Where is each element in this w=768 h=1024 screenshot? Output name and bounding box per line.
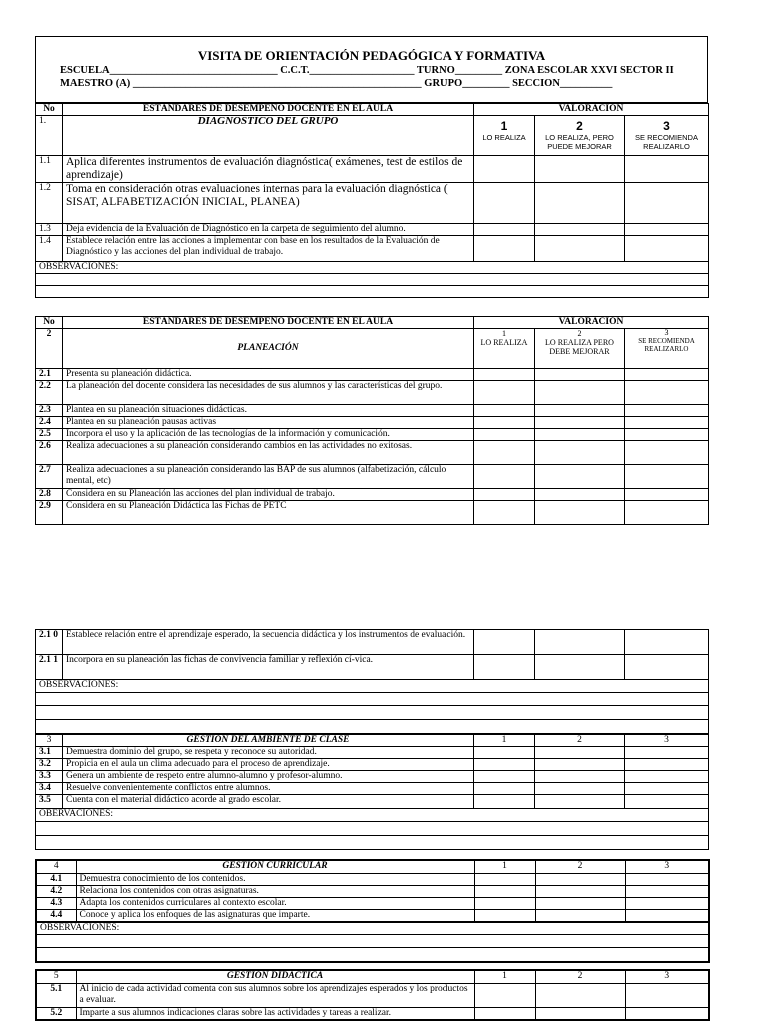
item-number: 4.1 <box>36 873 76 885</box>
item-text: Imparte a sus alumnos indicaciones claras sobre las actividades y tareas a realizar. <box>76 1007 474 1020</box>
rating-cell[interactable] <box>535 236 625 262</box>
rating-cell[interactable] <box>474 770 535 782</box>
table-row <box>36 1007 709 1020</box>
item-number: 5.1 <box>36 983 76 1007</box>
observations-label: OBSERVACIONES: <box>36 922 709 935</box>
col-no-header: No <box>36 104 63 116</box>
item-number: 2.5 <box>36 429 63 441</box>
rating-cell[interactable] <box>474 746 535 758</box>
item-number: 3.2 <box>36 758 63 770</box>
item-number: 2.2 <box>36 381 63 405</box>
table-row <box>36 405 709 417</box>
rating-cell[interactable] <box>535 983 625 1007</box>
item-text: Propicia en el aula un clima adecuado para el proceso de aprendizaje. <box>63 758 474 770</box>
section-2-table <box>35 316 709 525</box>
col-standards-header: ESTÁNDARES DE DESEMPEÑO DOCENTE EN EL AULA <box>63 104 474 116</box>
rating-cell[interactable] <box>535 746 625 758</box>
item-text: Al inicio de cada actividad comenta con sus alumnos sobre los aprendizajes esperados y los productos a evaluar. <box>76 983 474 1007</box>
observations-field[interactable] <box>36 821 709 835</box>
table-row <box>36 758 709 770</box>
table-row <box>36 794 709 808</box>
rating-cell[interactable] <box>474 381 535 405</box>
rating-cell[interactable] <box>474 417 535 429</box>
col-valoracion-header: VALORACIÓN <box>474 317 709 329</box>
rating-col-1: 1 LO REALIZA <box>474 329 535 369</box>
item-number: 3.4 <box>36 782 63 794</box>
observations-label: OBSERVACIONES: <box>36 262 709 274</box>
rating-cell[interactable] <box>474 758 535 770</box>
section-title: GESTIÓN DEL AMBIENTE DE CLASE <box>63 734 474 747</box>
rating-cell[interactable] <box>474 655 535 680</box>
rating-cell[interactable] <box>474 236 535 262</box>
item-number: 4.3 <box>36 897 76 909</box>
table-row <box>36 224 709 236</box>
item-text: Incorpora en su planeación las fichas de convivencia familiar y reflexión cí-vica. <box>63 655 474 680</box>
rating-cell[interactable] <box>625 156 709 183</box>
item-text: Considera en su Planeación Didáctica las Fichas de PETC <box>63 501 474 525</box>
col-no-header: No <box>36 317 63 329</box>
rating-cell[interactable] <box>474 369 535 381</box>
item-text: Establece relación entre el aprendizaje esperado, la secuencia didáctica y los instrumentos de evaluación. <box>63 630 474 655</box>
section-4-table <box>35 859 710 963</box>
item-text: Presenta su planeación didáctica. <box>63 369 474 381</box>
rating-cell[interactable] <box>625 746 709 758</box>
item-number: 2.3 <box>36 405 63 417</box>
observations-field[interactable] <box>36 274 709 286</box>
rating-cell[interactable] <box>625 405 709 417</box>
item-text: Considera en su Planeación las acciones del plan individual de trabajo. <box>63 489 474 501</box>
item-text: Conoce y aplica los enfoques de las asignaturas que imparte. <box>76 909 474 922</box>
table-row <box>36 236 709 262</box>
rating-cell[interactable] <box>474 873 535 885</box>
table-row <box>36 489 709 501</box>
observations-label: OBERVACIONES: <box>36 808 709 821</box>
page-title: VISITA DE ORIENTACIÓN PEDAGÓGICA Y FORMATIVA <box>197 48 546 63</box>
rating-cell[interactable] <box>625 758 709 770</box>
rating-cell[interactable] <box>625 236 709 262</box>
item-number: 2.9 <box>36 501 63 525</box>
rating-cell[interactable] <box>535 758 625 770</box>
header-teacher-line: MAESTRO (A) _______________________________________________________ GRUPO_________ SECCION__________ <box>60 78 613 89</box>
rating-cell[interactable] <box>625 183 709 224</box>
item-number: 5.2 <box>36 1007 76 1020</box>
rating-cell[interactable] <box>535 417 625 429</box>
item-text: Resuelve convenientemente conflictos entre alumnos. <box>63 782 474 794</box>
rating-cell[interactable] <box>625 381 709 405</box>
rating-cell[interactable] <box>535 1007 625 1020</box>
item-text: Realiza adecuaciones a su planeación considerando cambios en las actividades no exitosas. <box>63 441 474 465</box>
rating-cell[interactable] <box>625 794 709 808</box>
col-valoracion-header: VALORACIÓN <box>474 104 709 116</box>
item-number: 2.1 <box>36 369 63 381</box>
rating-cell[interactable] <box>474 465 535 489</box>
rating-cell[interactable] <box>625 782 709 794</box>
table-row <box>36 770 709 782</box>
item-text: Cuenta con el material didáctico acorde al grado escolar. <box>63 794 474 808</box>
rating-cell[interactable] <box>535 630 625 655</box>
rating-cell[interactable] <box>474 885 535 897</box>
rating-cell[interactable] <box>625 1007 709 1020</box>
table-row <box>36 441 709 465</box>
item-number: 2.1 1 <box>36 655 63 680</box>
item-text: Deja evidencia de la Evaluación de Diagnóstico en la carpeta de seguimiento del alumno. <box>63 224 474 236</box>
header-school-line: ESCUELA________________________________ C.C.T.____________________ TURNO_________ ZONA ESCOLAR XXVI SECTOR II <box>60 65 674 76</box>
rating-col-2: 2 <box>535 970 625 983</box>
rating-cell[interactable] <box>625 417 709 429</box>
item-text: Realiza adecuaciones a su planeación considerando las BAP de sus alumnos (alfabetización, cálculo mental, etc) <box>63 465 474 489</box>
item-text: Demuestra conocimiento de los contenidos. <box>76 873 474 885</box>
rating-cell[interactable] <box>535 770 625 782</box>
rating-col-2: 2 LO REALIZA PERO DEBE MEJORAR <box>535 329 625 369</box>
table-row <box>36 630 709 655</box>
rating-col-2: 2 LO REALIZA, PERO PUEDE MEJORAR <box>535 116 625 156</box>
rating-cell[interactable] <box>535 897 625 909</box>
observations-field[interactable] <box>36 948 709 962</box>
table-row <box>36 156 709 183</box>
rating-cell[interactable] <box>535 873 625 885</box>
observations-field[interactable] <box>36 693 709 706</box>
header-box <box>35 36 708 103</box>
section-title: PLANEACIÓN <box>63 329 474 369</box>
item-text: Establece relación entre las acciones a implementar con base en los resultados de la Evaluación de Diagnóstico y las acciones del plan individual de trabajo. <box>63 236 474 262</box>
rating-cell[interactable] <box>535 501 625 525</box>
rating-col-3: 3 SE RECOMIENDA REALIZARLO <box>625 116 709 156</box>
rating-cell[interactable] <box>625 369 709 381</box>
rating-cell[interactable] <box>474 782 535 794</box>
rating-cell[interactable] <box>535 465 625 489</box>
table-row <box>36 909 709 922</box>
rating-cell[interactable] <box>535 369 625 381</box>
item-text: La planeación del docente considera las necesidades de sus alumnos y las características del grupo. <box>63 381 474 405</box>
table-row <box>36 655 709 680</box>
section-number: 3 <box>36 734 63 747</box>
rating-cell[interactable] <box>625 429 709 441</box>
rating-cell[interactable] <box>625 630 709 655</box>
table-row <box>36 897 709 909</box>
col-standards-header: ESTÁNDARES DE DESEMPEÑO DOCENTE EN EL AULA <box>63 317 474 329</box>
section-number: 5 <box>36 970 76 983</box>
rating-cell[interactable] <box>625 770 709 782</box>
rating-cell[interactable] <box>625 465 709 489</box>
rating-col-2: 2 <box>535 860 625 873</box>
section-number: 2 <box>36 329 63 369</box>
rating-cell[interactable] <box>625 885 709 897</box>
rating-col-1: 1 LO REALIZA <box>474 116 535 156</box>
table-row <box>36 873 709 885</box>
rating-cell[interactable] <box>535 794 625 808</box>
item-text: Plantea en su planeación situaciones didácticas. <box>63 405 474 417</box>
rating-cell[interactable] <box>474 630 535 655</box>
rating-cell[interactable] <box>474 909 535 922</box>
item-text: Plantea en su planeación pausas activas <box>63 417 474 429</box>
section-5-table <box>35 969 710 1021</box>
rating-col-1: 1 <box>474 970 535 983</box>
rating-cell[interactable] <box>474 224 535 236</box>
item-text: Incorpora el uso y la aplicación de las tecnologías de la información y comunicación. <box>63 429 474 441</box>
rating-cell[interactable] <box>474 489 535 501</box>
rating-cell[interactable] <box>474 405 535 417</box>
item-number: 3.5 <box>36 794 63 808</box>
rating-cell[interactable] <box>474 983 535 1007</box>
rating-col-2: 2 <box>535 734 625 747</box>
table-row <box>36 501 709 525</box>
rating-col-3: 3 <box>625 970 709 983</box>
observations-label: OBSERVACIONES: <box>36 680 709 693</box>
rating-cell[interactable] <box>474 429 535 441</box>
rating-cell[interactable] <box>474 441 535 465</box>
section-1-table <box>35 103 709 298</box>
rating-cell[interactable] <box>535 885 625 897</box>
item-text: Relaciona los contenidos con otras asignaturas. <box>76 885 474 897</box>
rating-cell[interactable] <box>625 909 709 922</box>
table-row <box>36 429 709 441</box>
item-number: 2.7 <box>36 465 63 489</box>
item-number: 1.1 <box>36 156 63 183</box>
rating-cell[interactable] <box>535 441 625 465</box>
table-row <box>36 381 709 405</box>
rating-cell[interactable] <box>535 183 625 224</box>
item-number: 2.6 <box>36 441 63 465</box>
item-text: Toma en consideración otras evaluaciones internas para la evaluación diagnóstica ( SISAT, ALFABETIZACIÓN INICIAL, PLANEA) <box>63 183 474 224</box>
rating-cell[interactable] <box>625 501 709 525</box>
item-number: 4.2 <box>36 885 76 897</box>
rating-cell[interactable] <box>535 782 625 794</box>
table-row <box>36 417 709 429</box>
item-number: 3.3 <box>36 770 63 782</box>
item-text: Genera un ambiente de respeto entre alumno-alumno y profesor-alumno. <box>63 770 474 782</box>
section-title: GESTIÓN DIDÁCTICA <box>76 970 474 983</box>
rating-cell[interactable] <box>535 381 625 405</box>
rating-cell[interactable] <box>474 1007 535 1020</box>
item-number: 1.2 <box>36 183 63 224</box>
item-number: 4.4 <box>36 909 76 922</box>
item-number: 1.4 <box>36 236 63 262</box>
item-text: Adapta los contenidos curriculares al contexto escolar. <box>76 897 474 909</box>
rating-cell[interactable] <box>625 873 709 885</box>
item-number: 2.8 <box>36 489 63 501</box>
item-number: 2.4 <box>36 417 63 429</box>
rating-cell[interactable] <box>625 441 709 465</box>
section-number: 4 <box>36 860 76 873</box>
rating-cell[interactable] <box>535 429 625 441</box>
rating-cell[interactable] <box>474 794 535 808</box>
rating-col-1: 1 <box>474 860 535 873</box>
rating-cell[interactable] <box>474 897 535 909</box>
item-number: 1.3 <box>36 224 63 236</box>
section-title: DIAGNOSTICO DEL GRUPO <box>63 116 474 156</box>
rating-col-1: 1 <box>474 734 535 747</box>
section-number: 1. <box>36 116 63 156</box>
table-row <box>36 465 709 489</box>
rating-cell[interactable] <box>535 224 625 236</box>
rating-col-3: 3 <box>625 860 709 873</box>
table-row <box>36 746 709 758</box>
rating-cell[interactable] <box>625 983 709 1007</box>
item-text: Demuestra dominio del grupo, se respeta y reconoce su autoridad. <box>63 746 474 758</box>
item-number: 3.1 <box>36 746 63 758</box>
table-row <box>36 183 709 224</box>
item-number: 2.1 0 <box>36 630 63 655</box>
table-row <box>36 369 709 381</box>
observations-field[interactable] <box>36 935 709 948</box>
rating-cell[interactable] <box>474 183 535 224</box>
observations-field[interactable] <box>36 720 709 734</box>
rating-cell[interactable] <box>535 489 625 501</box>
rating-cell[interactable] <box>474 156 535 183</box>
rating-cell[interactable] <box>535 156 625 183</box>
rating-cell[interactable] <box>535 909 625 922</box>
table-row <box>36 885 709 897</box>
rating-col-3: 3 SE RECOMIENDA REALIZARLO <box>625 329 709 369</box>
section-title: GESTIÓN CURRICULAR <box>76 860 474 873</box>
rating-cell[interactable] <box>625 489 709 501</box>
rating-cell[interactable] <box>625 897 709 909</box>
table-row <box>36 782 709 794</box>
rating-cell[interactable] <box>474 501 535 525</box>
observations-field[interactable] <box>36 835 709 849</box>
rating-col-3: 3 <box>625 734 709 747</box>
item-text: Aplica diferentes instrumentos de evaluación diagnóstica( exámenes, test de estilos de aprendizaje) <box>63 156 474 183</box>
rating-cell[interactable] <box>625 224 709 236</box>
table-row <box>36 983 709 1007</box>
rating-cell[interactable] <box>535 405 625 417</box>
section-2-continued-table <box>35 629 709 850</box>
observations-field[interactable] <box>36 286 709 298</box>
observations-field[interactable] <box>36 706 709 720</box>
rating-cell[interactable] <box>625 655 709 680</box>
rating-cell[interactable] <box>535 655 625 680</box>
